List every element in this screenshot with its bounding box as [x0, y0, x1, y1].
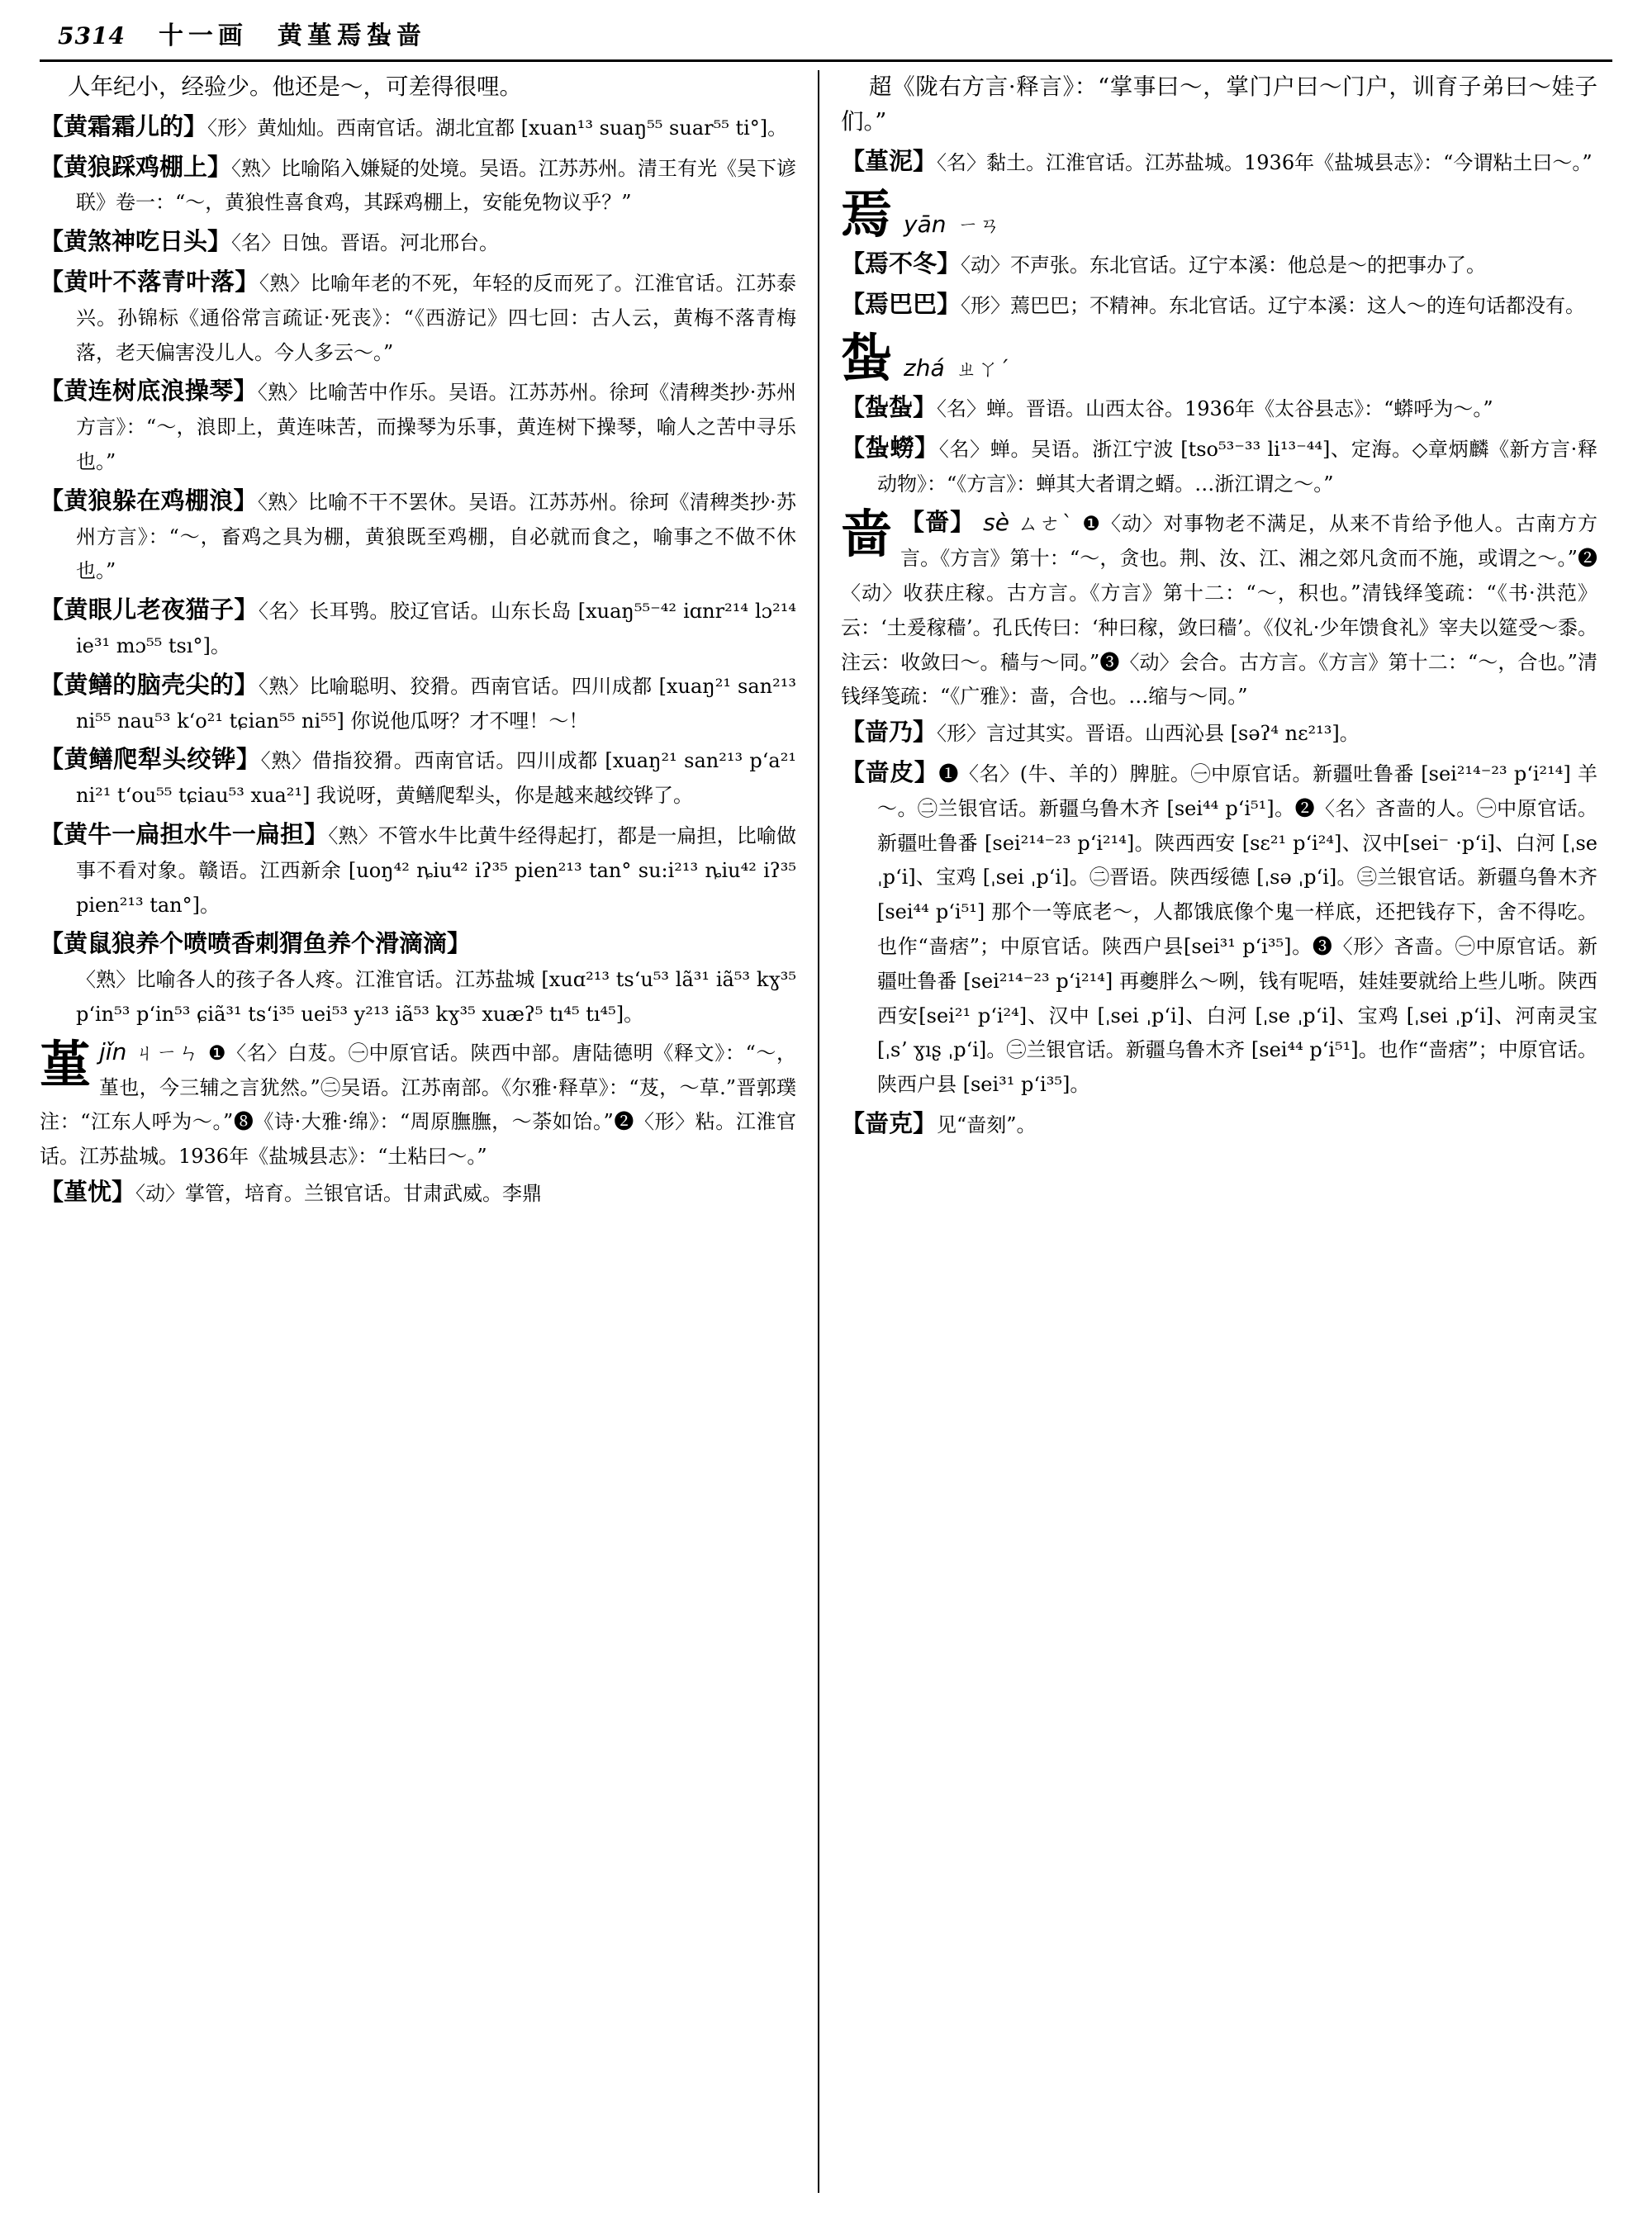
dictionary-entry [40, 816, 796, 922]
entry-body: 〈名〉蝉。吴语。浙江宁波 [tso⁵³⁻³³ li¹³⁻⁴⁴]、定海。◇章炳麟《新方言·释动物》：“《方言》：蝉其大者谓之蝑。…浙江谓之～。” [877, 437, 1597, 496]
dictionary-entry [841, 754, 1597, 1102]
head-character-block-yan [841, 184, 1597, 245]
zhuyin: ㄓㄚˊ [956, 356, 1011, 381]
entry-body: 〈熟〉比喻各人的孩子各人疼。江淮官话。江苏盐城 [xuɑ²¹³ tsʻu⁵³ lã³¹ iã⁵³ kɣ³⁵ pʻin⁵³ pʻin⁵³ ɕiã³¹ tsʻi³⁵ uei⁵³ y²¹³ iã⁵³ kɣ³⁵ xuæʔ⁵ tı⁴⁵ tı⁴⁵]。 [76, 968, 796, 1026]
head-character-block-zha [841, 327, 1597, 388]
entry-body: 〈名〉蝉。晋语。山西太谷。1936年《太谷县志》：“蟒呼为～。” [937, 396, 1493, 420]
head-character: 啬 [841, 504, 893, 565]
entry-headword: 【黄牛一扁担水牛一扁担】 [40, 819, 329, 848]
head-character-block-jin [40, 1035, 796, 1174]
dictionary-entry [40, 223, 796, 260]
entry-headword: 【啬克】 [841, 1108, 938, 1137]
entry-headword: 【蚻蟧】 [841, 433, 939, 462]
dictionary-entry [841, 1105, 1597, 1142]
entry-headword: 【焉巴巴】 [841, 290, 961, 319]
entry-body: 〈名〉黏土。江淮官话。江苏盐城。1936年《盐城县志》：“今谓粘土曰～。” [937, 150, 1593, 174]
page-header [40, 15, 1612, 58]
entry-headword: 【黄狼躲在鸡棚浪】 [40, 486, 258, 515]
right-column [819, 70, 1597, 2193]
pinyin: yān [904, 211, 947, 239]
page-columns [40, 70, 1612, 2193]
entry-body: 〈动〉不声张。东北官话。辽宁本溪：他总是～的把事办了。 [961, 254, 1487, 278]
zhuyin: ㄐㄧㄣ [134, 1040, 201, 1065]
entry-headword: 【黄霜霜儿的】 [40, 112, 208, 140]
continuation-text: 超《陇右方言·释言》：“掌事曰～，掌门户曰～门户，训育子弟曰～娃子们。” [841, 74, 1597, 135]
entry-body: ❶〈名〉(牛、羊的）脾脏。㊀中原官话。新疆吐鲁番 [sei²¹⁴⁻²³ pʻi²¹⁴] 羊～。㊁兰银官话。新疆乌鲁木齐 [sei⁴⁴ pʻi⁵¹]。❷〈名〉吝啬的人。㊀中原官话。新疆吐鲁番 [sei²¹⁴⁻²³ pʻi²¹⁴]。陕西西安 [sɛ²¹ pʻi²⁴]、汉中[sei⁻ ·pʻi]、白河 [ˌse ˌpʻi]、宝鸡 [ˌsei ˌpʻi]。㊁晋语。陕西绥德 [ˌsə ˌpʻi]。㊂兰银官话。新疆乌鲁木齐 [sei⁴⁴ pʻi⁵¹] 那个一等底老～，人都饿底像个鬼一样底，还把钱存下，舍不得吃。也作“啬痞”；中原官话。陕西户县[sei³¹ pʻi³⁵]。❸〈形〉吝啬。㊀中原官话。新疆吐鲁番 [sei²¹⁴⁻²³ pʻi²¹⁴] 再夔胖么～咧，钱有呢唔，娃娃要就给上些儿哳。陕西西安[sei²¹ pʻi²⁴]、汉中 [ˌsei ˌpʻi]、白河 [ˌse ˌpʻi]、宝鸡 [ˌsei ˌpʻi]、河南灵宝 [ˌsʼ ɣıʂ ˌpʻi]。㊁兰银官话。新疆乌鲁木齐 [sei⁴⁴ pʻi⁵¹]。也作“啬痞”；中原官话。陕西户县 [sei³¹ pʻi³⁵]。 [877, 762, 1597, 1097]
entry-body: 〈形〉蔫巴巴；不精神。东北官话。辽宁本溪：这人～的连句话都没有。 [961, 294, 1586, 318]
entry-headword: 【黄连树底浪操琴】 [40, 377, 258, 406]
entry-headword: 【啬乃】 [841, 718, 938, 747]
entry-headword: 【黄煞神吃日头】 [40, 227, 232, 256]
dictionary-entry [40, 591, 796, 663]
pinyin: zhá [904, 353, 945, 382]
pinyin: sè [983, 509, 1009, 537]
entry-body: 见“啬刻”。 [937, 1113, 1037, 1136]
zhuyin: ㄧㄢ [957, 213, 1001, 238]
head-character-body: ❶〈动〉对事物老不满足，从来不肯给予他人。古南方方言。《方言》第十：“～，贪也。荆、汝、江、湘之郊凡贪而不施，或谓之～。”❷〈动〉收获庄稼。古方言。《方言》第十二：“～，积也。”清钱绎笺疏：“《书·洪范》云：‘土爰稼穑’。孔氏传曰：‘种曰稼，敛曰穑’。《仪礼·少年馈食礼》宰夫以筵受～黍。注云：收敛曰～。穑与～同。”❸〈动〉会合。古方言。《方言》第十二：“～，合也。”清钱绎笺疏：“《广雅》：啬，合也。…缩与～同。” [841, 512, 1597, 709]
dictionary-entry [40, 925, 796, 1031]
page-title: 十一画 黄堇焉蚻啬 [158, 21, 426, 50]
entry-body: 〈熟〉比喻聪明、狡猾。西南官话。四川成都 [xuaŋ²¹ san²¹³ ni⁵⁵ nau⁵³ kʻo²¹ tɕian⁵⁵ ni⁵⁵] 你说他瓜呀？才不哩！～！ [76, 674, 796, 733]
entry-body: 〈熟〉比喻不干不罢休。吴语。江苏苏州。徐珂《清稗类抄·苏州方言》：“～，畜鸡之具为棚，黄狼既至鸡棚，自必就而食之，喻事之不做不休也。” [76, 490, 796, 583]
head-character: 堇 [40, 1034, 92, 1095]
entry-body: 〈熟〉不管水牛比黄牛经得起打，都是一扁担，比喻做事不看对象。赣语。江西新余 [uoŋ⁴² ȵiu⁴² iʔ³⁵ pien²¹³ tan° su:i²¹³ ȵiu⁴² iʔ³⁵ pien²¹³ tan°]。 [76, 823, 796, 917]
pinyin: jǐn [99, 1037, 127, 1065]
dictionary-entry [841, 389, 1597, 426]
entry-headword: 【啬皮】 [841, 757, 939, 786]
entry-body: 〈熟〉借指狡猾。西南官话。四川成都 [xuaŋ²¹ san²¹³ pʻa²¹ ni²¹ tʻou⁵⁵ tɕiau⁵³ xua²¹] 我说呀，黄鳝爬犁头，你是越来越绞铧了。 [76, 749, 796, 808]
head-character: 蚻 [841, 327, 893, 388]
entry-headword: 【焉不冬】 [841, 249, 961, 278]
entry-headword: 【黄鳝的脑壳尖的】 [40, 670, 259, 699]
dictionary-entry [841, 429, 1597, 501]
entry-body: 〈动〉掌管，培育。兰银官话。甘肃武威。李鼎 [135, 1181, 543, 1205]
entry-body: 〈形〉黄灿灿。西南官话。湖北宜都 [xuan¹³ suaŋ⁵⁵ suar⁵⁵ ti°]。 [207, 116, 788, 140]
entry-body: 〈熟〉比喻苦中作乐。吴语。江苏苏州。徐珂《清稗类抄·苏州方言》：“～，浪即上，黄连味苦，而操琴为乐事，黄连树下操琴，喻人之苦中寻乐也。” [76, 381, 796, 473]
dictionary-entry [841, 714, 1597, 751]
entry-body: 〈熟〉比喻年老的不死，年轻的反而死了。江淮官话。江苏泰兴。孙锦标《通俗常言疏证·死丧》：“《西游记》四七回：古人云，黄梅不落青梅落，老天偏害没儿人。今人多云～。” [76, 271, 796, 364]
entry-headword: 【蚻蚻】 [841, 392, 938, 421]
head-character-block-se [841, 504, 1597, 714]
dictionary-entry [841, 245, 1597, 282]
head-character-body: ❶〈名〉白芨。㊀中原官话。陕西中部。唐陆德明《释文》：“～，堇也，今三辅之言犹然。”㊁吴语。江苏南部。《尔雅·释草》：“芨，～草.”晋郭璞注：“江东人呼为～。”❽《诗·大雅·绵》：“周原膴膴，～荼如饴。”❷〈形〉粘。江淮官话。江苏盐城。1936年《盐城县志》：“土粘曰～。” [40, 1041, 796, 1169]
left-column [40, 70, 818, 2193]
dictionary-entry [40, 482, 796, 588]
entry-headword: 【堇忧】 [40, 1177, 136, 1206]
dictionary-entry [40, 149, 796, 221]
entry-headword: 【黄鳝爬犁头绞铧】 [40, 745, 261, 774]
entry-headword: 【黄鼠狼养个喷喷香刺猬鱼养个滑滴滴】 [40, 929, 472, 958]
dictionary-entry [40, 667, 796, 738]
dictionary-entry [40, 108, 796, 145]
dictionary-entry [40, 1174, 796, 1211]
zhuyin: ㄙㄜˋ [1017, 511, 1075, 536]
head-character: 焉 [841, 184, 893, 245]
continuation-text: 人年纪小，经验少。他还是～，可差得很哩。 [68, 74, 522, 100]
header-rule [40, 59, 1612, 62]
dictionary-entry [40, 372, 796, 478]
dictionary-entry [841, 143, 1597, 180]
dictionary-entry [841, 286, 1597, 323]
entry-body: 〈形〉言过其实。晋语。山西沁县 [səʔ⁴ nɛ²¹³]。 [937, 722, 1360, 746]
entry-body: 〈熟〉比喻陷入嫌疑的处境。吴语。江苏苏州。清王有光《吴下谚联》卷一：“～，黄狼性喜食鸡，其踩鸡棚上，安能免物议乎？” [76, 156, 797, 215]
entry-body: 〈名〉日蚀。晋语。河北邢台。 [231, 231, 500, 255]
entry-headword: 【黄眼儿老夜猫子】 [40, 595, 259, 624]
dictionary-entry [40, 263, 796, 369]
entry-body: 〈名〉长耳鸮。胶辽官话。山东长岛 [xuaŋ⁵⁵⁻⁴² iɑnr²¹⁴ lɔ²¹⁴ ie³¹ mɔ⁵⁵ tsı°]。 [76, 600, 796, 657]
entry-headword: 【堇泥】 [841, 146, 938, 175]
entry-headword: 【黄狼踩鸡棚上】 [40, 152, 232, 181]
head-character-variant: 【嗇】 [900, 508, 976, 537]
dictionary-entry [40, 741, 796, 813]
entry-headword: 【黄叶不落青叶落】 [40, 267, 259, 296]
page-number: 5314 [58, 22, 126, 50]
